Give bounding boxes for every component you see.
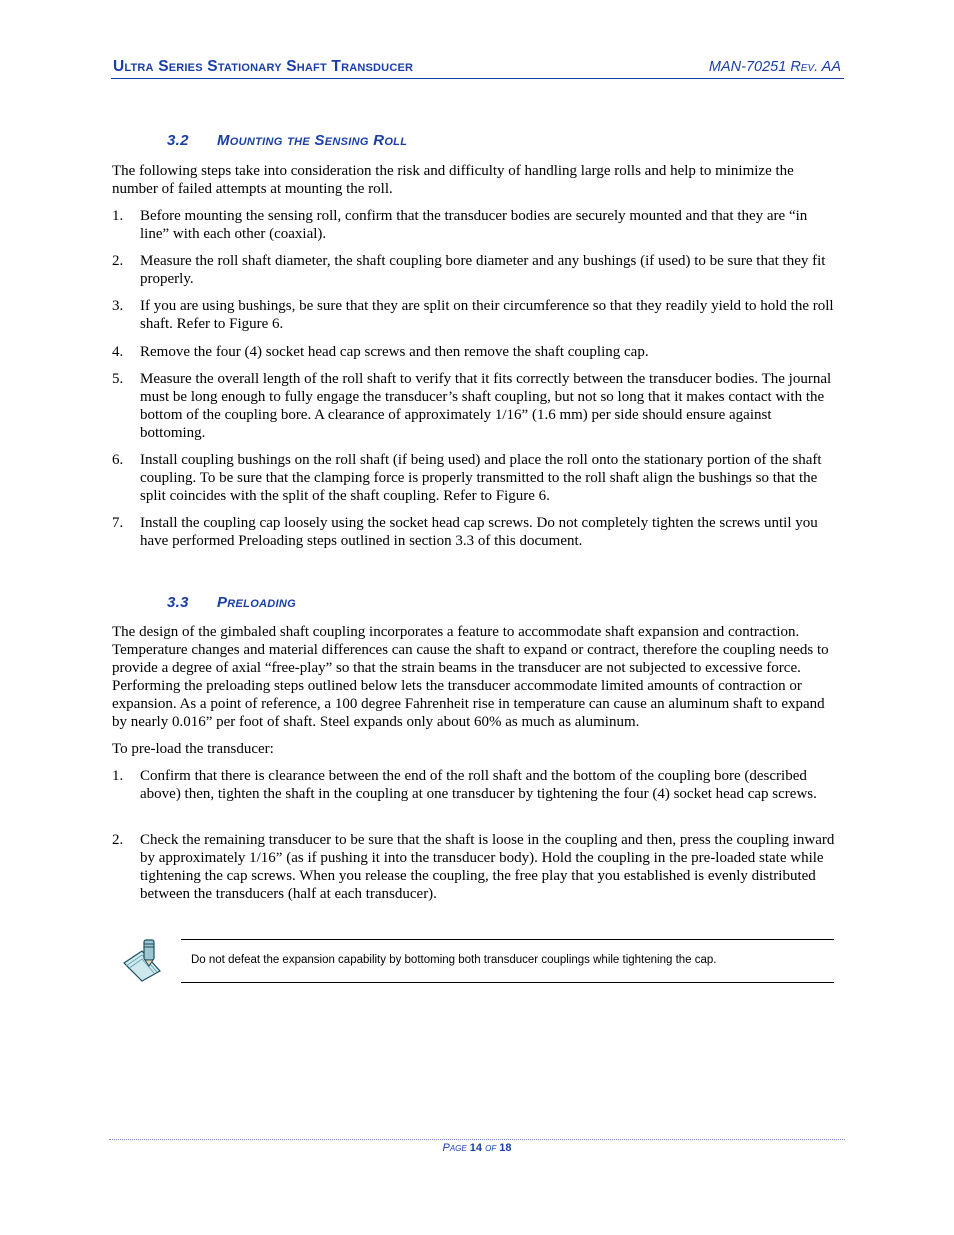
list-item: [112, 297, 840, 333]
list-item: [112, 207, 840, 243]
section-heading-3-2: [167, 132, 407, 149]
list-item: [112, 767, 840, 803]
list-text: Measure the roll shaft diameter, the shaft coupling bore diameter and any bushings (if used) to be sure that they fit properly.: [140, 253, 826, 287]
footer-page-total: 18: [499, 1142, 512, 1154]
section-3-3-lead: To pre-load the transducer:: [112, 741, 274, 757]
list-item: [112, 252, 840, 288]
list-number: 2.: [112, 253, 124, 269]
list-item: [112, 451, 840, 505]
note-top-rule: [181, 939, 834, 940]
page-footer: [0, 1142, 954, 1154]
section-heading-3-3: [167, 594, 296, 611]
footer-rule: [109, 1139, 845, 1140]
list-text: Remove the four (4) socket head cap screws and then remove the shaft coupling cap.: [140, 344, 649, 360]
header-title: Ultra Series Stationary Shaft Transducer: [113, 58, 414, 75]
list-text: If you are using bushings, be sure that they are split on their circumference so that they readily yield to hold the roll shaft. Refer to Figure 6.: [140, 298, 834, 332]
footer-page-word: Page: [442, 1142, 467, 1154]
list-item: [112, 343, 840, 361]
section-number: 3.3: [167, 594, 189, 611]
list-item: [112, 514, 840, 550]
section-3-2-intro: The following steps take into consideration the risk and difficulty of handling large rolls and help to minimize the number of failed attempts at mounting the roll.: [112, 163, 794, 197]
list-number: 3.: [112, 298, 124, 314]
note-text: Do not defeat the expansion capability by bottoming both transducer couplings while tightening the cap.: [191, 954, 717, 966]
list-number: 4.: [112, 344, 124, 360]
note-bottom-rule: [181, 982, 834, 983]
list-number: 1.: [112, 768, 124, 784]
list-number: 2.: [112, 832, 124, 848]
list-text: Before mounting the sensing roll, confirm that the transducer bodies are securely mounted and that they are “in line” with each other (coaxial).: [140, 208, 808, 242]
list-item: [112, 831, 840, 903]
list-text: Measure the overall length of the roll shaft to verify that it fits correctly between the transducer bodies. The journal must be long enough to fully engage the transducer’s shaft coupling, but not so long that it makes contact with the bottom of the coupling bore. A clearance of approximately 1/16” (1.6 mm) per side should ensure against bottoming.: [140, 371, 832, 441]
footer-page-number: 14: [469, 1142, 483, 1154]
list-text: Confirm that there is clearance between the end of the roll shaft and the bottom of the coupling bore (described above) then, tighten the shaft in the coupling at one transducer by tightening the four (4) socket head cap screws.: [140, 768, 817, 802]
list-number: 5.: [112, 371, 124, 387]
list-text: Install the coupling cap loosely using the socket head cap screws. Do not completely tighten the screws until you have performed Preloading steps outlined in section 3.3 of this document.: [140, 515, 818, 549]
note-pad-icon: [120, 937, 164, 983]
list-item: [112, 370, 840, 442]
section-title: Mounting the Sensing Roll: [217, 132, 408, 149]
section-number: 3.2: [167, 132, 189, 149]
section-3-3-intro: The design of the gimbaled shaft coupling incorporates a feature to accommodate shaft expansion and contraction. Temperature changes and material differences can cause the shaft to expand or contract, therefore the coupling needs to provide a degree of axial “free-play” so that the strain beams in the transducer are not subjected to excessive force. Performing the preloading steps outlined below lets the transducer accommodate limited amounts of contraction or expansion. As a point of reference, a 100 degree Fahrenheit rise in temperature can cause an aluminum shaft to expand by nearly 0.016” per foot of shaft. Steel expands only about 60% as much as aluminum.: [112, 624, 829, 730]
section-title: Preloading: [217, 594, 297, 611]
page-header: [111, 56, 844, 79]
footer-of-word: of: [485, 1142, 497, 1154]
header-doc-id: MAN-70251 Rev. AA: [708, 59, 841, 75]
list-text: Check the remaining transducer to be sure that the shaft is loose in the coupling and then, press the coupling inward by approximately 1/16” (as if pushing it into the transducer body). Hold the coupling in the pre-loaded state while tightening the cap screws. When you release the coupling, the free play that you established is evenly distributed between the transducers (half at each transducer).: [140, 832, 835, 902]
list-number: 1.: [112, 208, 124, 224]
list-text: Install coupling bushings on the roll shaft (if being used) and place the roll onto the stationary portion of the shaft coupling. To be sure that the clamping force is properly transmitted to the roll shaft align the bushings so that the split coincides with the split of the shaft coupling. Refer to Figure 6.: [140, 452, 822, 504]
list-number: 7.: [112, 515, 124, 531]
list-number: 6.: [112, 452, 124, 468]
